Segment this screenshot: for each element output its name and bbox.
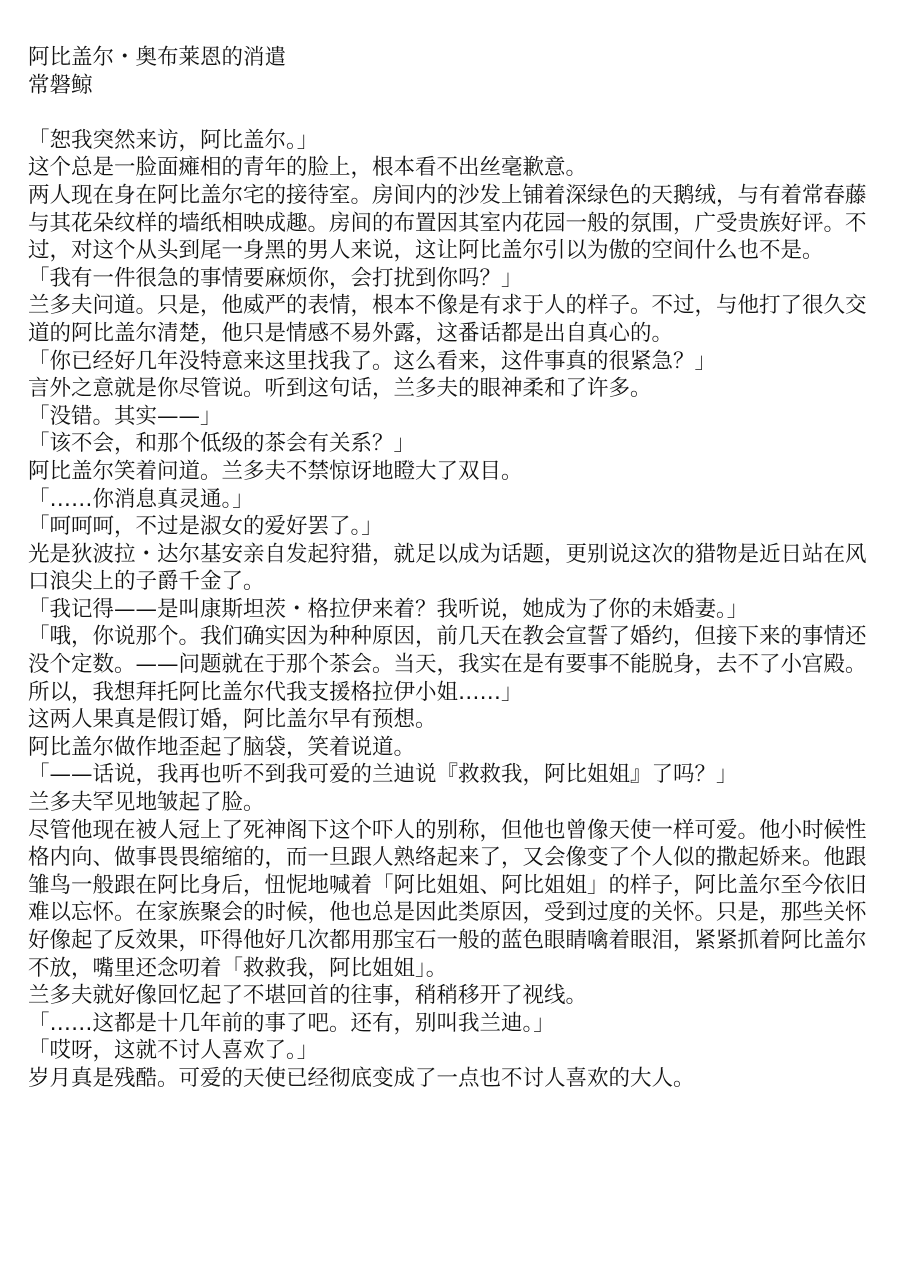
paragraph: 「……这都是十几年前的事了吧。还有，别叫我兰迪。」 <box>28 1010 555 1036</box>
document-body <box>28 127 874 1093</box>
document-author: 常磐鲸 <box>28 72 93 98</box>
paragraph: 岁月真是残酷。可爱的天使已经彻底变成了一点也不讨人喜欢的大人。 <box>28 1065 695 1091</box>
paragraph: 两人现在身在阿比盖尔宅的接待室。房间内的沙发上铺着深绿色的天鹅绒，与有着常春藤与其花朵纹样的墙纸相映成趣。房间的布置因其室内花园一般的氛围，广受贵族好评。不过，对这个从头到尾一身黑的男人来说，这让阿比盖尔引以为傲的空间什么也不是。 <box>28 182 867 264</box>
paragraph: 「哎呀，这就不讨人喜欢了。」 <box>28 1038 319 1064</box>
paragraph: 言外之意就是你尽管说。听到这句话，兰多夫的眼神柔和了许多。 <box>28 376 652 402</box>
paragraph: 这个总是一脸面瘫相的青年的脸上，根本看不出丝毫歉意。 <box>28 155 588 181</box>
paragraph: 「——话说，我再也听不到我可爱的兰迪说『救救我，阿比姐姐』了吗？」 <box>28 762 738 788</box>
document-title: 阿比盖尔・奥布莱恩的消遣 <box>28 45 287 70</box>
paragraph: 兰多夫就好像回忆起了不堪回首的往事，稍稍移开了视线。 <box>28 983 588 1009</box>
paragraph: 「哦，你说那个。我们确实因为种种原因，前几天在教会宣誓了婚约，但接下来的事情还没个定数。——问题就在于那个茶会。当天，我实在是有要事不能脱身，去不了小宫殿。所以，我想拜托阿比盖尔代我支援格拉伊小姐……」 <box>28 624 867 705</box>
paragraph: 「恕我突然来访，阿比盖尔。」 <box>28 127 319 153</box>
paragraph: 光是狄波拉・达尔基安亲自发起狩猎，就足以成为话题，更别说这次的猎物是近日站在风口浪尖上的子爵千金了。 <box>28 541 867 595</box>
paragraph: 「我记得——是叫康斯坦茨・格拉伊来着？我听说，她成为了你的未婚妻。」 <box>28 596 749 622</box>
paragraph: 兰多夫问道。只是，他威严的表情，根本不像是有求于人的样子。不过，与他打了很久交道的阿比盖尔清楚，他只是情感不易外露，这番话都是出自真心的。 <box>28 293 867 346</box>
document-header <box>28 44 874 99</box>
paragraph: 兰多夫罕见地皱起了脸。 <box>28 790 265 816</box>
paragraph: 阿比盖尔做作地歪起了脑袋，笑着说道。 <box>28 734 416 760</box>
paragraph: 「呵呵呵，不过是淑女的爱好罢了。」 <box>28 514 383 540</box>
paragraph: 「该不会，和那个低级的茶会有关系？」 <box>28 431 416 457</box>
paragraph: 阿比盖尔笑着问道。兰多夫不禁惊讶地瞪大了双目。 <box>28 458 523 484</box>
paragraph: 「我有一件很急的事情要麻烦你，会打扰到你吗？」 <box>28 265 523 291</box>
paragraph: 「没错。其实——」 <box>28 403 222 429</box>
paragraph: 尽管他现在被人冠上了死神阁下这个吓人的别称，但他也曾像天使一样可爱。他小时候性格内向、做事畏畏缩缩的，而一旦跟人熟络起来了，又会像变了个人似的撒起娇来。他跟雏鸟一般跟在阿比身后，忸怩地喊着「阿比姐姐、阿比姐姐」的样子，阿比盖尔至今依旧难以忘怀。在家族聚会的时候，他也总是因此类原因，受到过度的关怀。只是，那些关怀好像起了反效果，吓得他好几次都用那宝石一般的蓝色眼睛噙着眼泪，紧紧抓着阿比盖尔不放，嘴里还念叨着「救救我，阿比姐姐」。 <box>28 817 867 981</box>
paragraph: 这两人果真是假订婚，阿比盖尔早有预想。 <box>28 707 437 733</box>
paragraph: 「……你消息真灵通。」 <box>28 486 254 512</box>
document-page <box>28 44 874 1093</box>
paragraph: 「你已经好几年没特意来这里找我了。这么看来，这件事真的很紧急？」 <box>28 348 717 374</box>
